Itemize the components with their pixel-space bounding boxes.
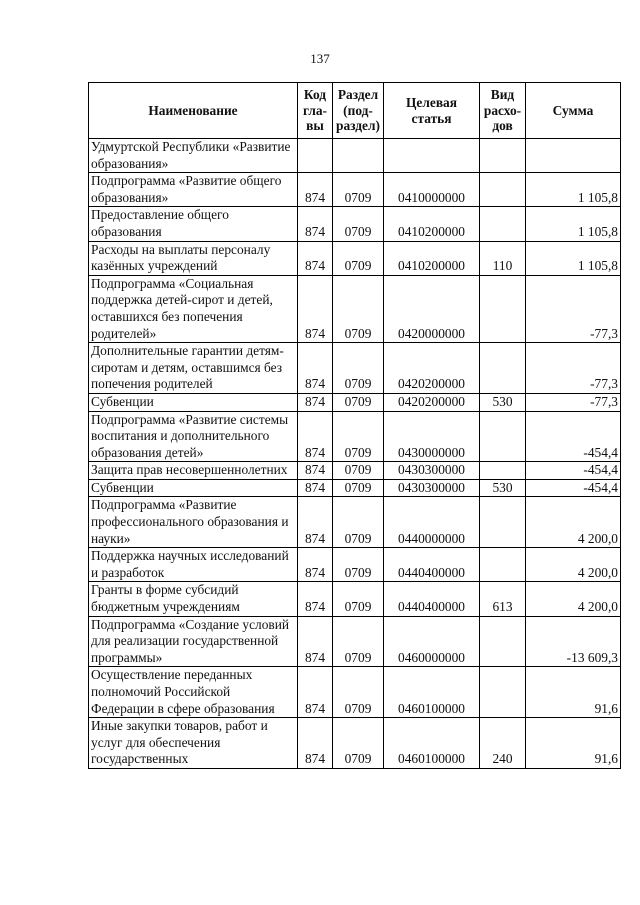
cell-amount: -454,4	[526, 479, 621, 497]
cell-section: 0709	[333, 173, 384, 207]
cell-chapter-code: 874	[298, 667, 333, 718]
cell-expense-type: 530	[480, 479, 526, 497]
cell-name: Поддержка научных исследований и разработок	[89, 548, 298, 582]
cell-section: 0709	[333, 462, 384, 480]
cell-expense-type: 110	[480, 241, 526, 275]
cell-section: 0709	[333, 582, 384, 616]
cell-chapter-code: 874	[298, 343, 333, 394]
table-row	[89, 139, 621, 173]
cell-amount	[526, 139, 621, 173]
cell-name: Расходы на выплаты персоналу казённых учреждений	[89, 241, 298, 275]
table-row	[89, 173, 621, 207]
header-chapter-code: Код гла-вы	[298, 83, 333, 139]
cell-chapter-code: 874	[298, 411, 333, 462]
table-row	[89, 207, 621, 241]
cell-section: 0709	[333, 393, 384, 411]
cell-name: Дополнительные гарантии детям-сиротам и детям, оставшимся без попечения родителей	[89, 343, 298, 394]
cell-amount: -13 609,3	[526, 616, 621, 667]
cell-expense-type	[480, 207, 526, 241]
cell-amount: -454,4	[526, 411, 621, 462]
cell-target-item: 0430000000	[384, 411, 480, 462]
cell-section: 0709	[333, 411, 384, 462]
table-row	[89, 462, 621, 480]
cell-expense-type	[480, 616, 526, 667]
cell-chapter-code: 874	[298, 497, 333, 548]
cell-chapter-code: 874	[298, 207, 333, 241]
cell-expense-type	[480, 139, 526, 173]
cell-section: 0709	[333, 718, 384, 769]
cell-target-item: 0460100000	[384, 718, 480, 769]
table-body	[89, 139, 621, 769]
cell-amount: -77,3	[526, 393, 621, 411]
cell-target-item: 0410200000	[384, 241, 480, 275]
cell-target-item: 0440400000	[384, 582, 480, 616]
header-expense-type: Вид расхо-дов	[480, 83, 526, 139]
cell-expense-type: 530	[480, 393, 526, 411]
table-row	[89, 343, 621, 394]
cell-chapter-code: 874	[298, 582, 333, 616]
cell-target-item	[384, 139, 480, 173]
cell-amount: 1 105,8	[526, 241, 621, 275]
cell-target-item: 0410000000	[384, 173, 480, 207]
cell-name: Гранты в форме субсидий бюджетным учреждениям	[89, 582, 298, 616]
cell-expense-type	[480, 497, 526, 548]
cell-section	[333, 139, 384, 173]
cell-section: 0709	[333, 207, 384, 241]
cell-name: Подпрограмма «Развитие системы воспитания и дополнительного образования детей»	[89, 411, 298, 462]
table-row	[89, 393, 621, 411]
cell-name: Подпрограмма «Социальная поддержка детей-сирот и детей, оставшихся без попечения родителей»	[89, 275, 298, 342]
cell-name: Подпрограмма «Развитие общего образования»	[89, 173, 298, 207]
cell-target-item: 0460100000	[384, 667, 480, 718]
cell-expense-type	[480, 343, 526, 394]
cell-chapter-code: 874	[298, 173, 333, 207]
cell-amount: 4 200,0	[526, 582, 621, 616]
cell-chapter-code: 874	[298, 241, 333, 275]
cell-target-item: 0420000000	[384, 275, 480, 342]
cell-name: Предоставление общего образования	[89, 207, 298, 241]
cell-name: Иные закупки товаров, работ и услуг для обеспечения государственных	[89, 718, 298, 769]
cell-name: Подпрограмма «Создание условий для реализации государственной программы»	[89, 616, 298, 667]
cell-section: 0709	[333, 241, 384, 275]
cell-section: 0709	[333, 548, 384, 582]
cell-chapter-code: 874	[298, 718, 333, 769]
cell-target-item: 0460000000	[384, 616, 480, 667]
table-row	[89, 582, 621, 616]
table-row	[89, 616, 621, 667]
header-name: Наименование	[89, 83, 298, 139]
header-section: Раздел (под-раздел)	[333, 83, 384, 139]
cell-amount: -77,3	[526, 343, 621, 394]
cell-chapter-code: 874	[298, 479, 333, 497]
cell-target-item: 0430300000	[384, 479, 480, 497]
cell-chapter-code: 874	[298, 462, 333, 480]
cell-name: Субвенции	[89, 479, 298, 497]
cell-amount: 91,6	[526, 667, 621, 718]
cell-target-item: 0420200000	[384, 343, 480, 394]
cell-name: Осуществление переданных полномочий Российской Федерации в сфере образования	[89, 667, 298, 718]
cell-chapter-code: 874	[298, 548, 333, 582]
header-target-item: Целевая статья	[384, 83, 480, 139]
table-row	[89, 411, 621, 462]
cell-name: Удмуртской Республики «Развитие образования»	[89, 139, 298, 173]
table-row	[89, 667, 621, 718]
cell-section: 0709	[333, 479, 384, 497]
cell-target-item: 0440000000	[384, 497, 480, 548]
cell-expense-type	[480, 173, 526, 207]
cell-section: 0709	[333, 667, 384, 718]
cell-expense-type	[480, 667, 526, 718]
cell-amount: -77,3	[526, 275, 621, 342]
page-number: 137	[310, 51, 330, 66]
cell-chapter-code: 874	[298, 616, 333, 667]
cell-target-item: 0430300000	[384, 462, 480, 480]
cell-section: 0709	[333, 275, 384, 342]
cell-name: Защита прав несовершеннолетних	[89, 462, 298, 480]
table-row	[89, 548, 621, 582]
cell-expense-type	[480, 462, 526, 480]
table-row	[89, 241, 621, 275]
cell-name: Подпрограмма «Развитие профессионального образования и науки»	[89, 497, 298, 548]
cell-target-item: 0440400000	[384, 548, 480, 582]
table-row	[89, 718, 621, 769]
cell-expense-type	[480, 548, 526, 582]
cell-amount: 1 105,8	[526, 173, 621, 207]
cell-expense-type	[480, 275, 526, 342]
cell-expense-type: 240	[480, 718, 526, 769]
table-row	[89, 479, 621, 497]
cell-section: 0709	[333, 616, 384, 667]
cell-chapter-code: 874	[298, 393, 333, 411]
budget-table	[88, 82, 621, 769]
cell-amount: 1 105,8	[526, 207, 621, 241]
cell-chapter-code	[298, 139, 333, 173]
cell-section: 0709	[333, 343, 384, 394]
cell-name: Субвенции	[89, 393, 298, 411]
cell-amount: 4 200,0	[526, 497, 621, 548]
cell-target-item: 0410200000	[384, 207, 480, 241]
table-header-row	[89, 83, 621, 139]
cell-expense-type	[480, 411, 526, 462]
cell-expense-type: 613	[480, 582, 526, 616]
cell-section: 0709	[333, 497, 384, 548]
header-amount: Сумма	[526, 83, 621, 139]
table-row	[89, 497, 621, 548]
cell-amount: 4 200,0	[526, 548, 621, 582]
cell-amount: 91,6	[526, 718, 621, 769]
cell-amount: -454,4	[526, 462, 621, 480]
table-row	[89, 275, 621, 342]
cell-chapter-code: 874	[298, 275, 333, 342]
cell-target-item: 0420200000	[384, 393, 480, 411]
